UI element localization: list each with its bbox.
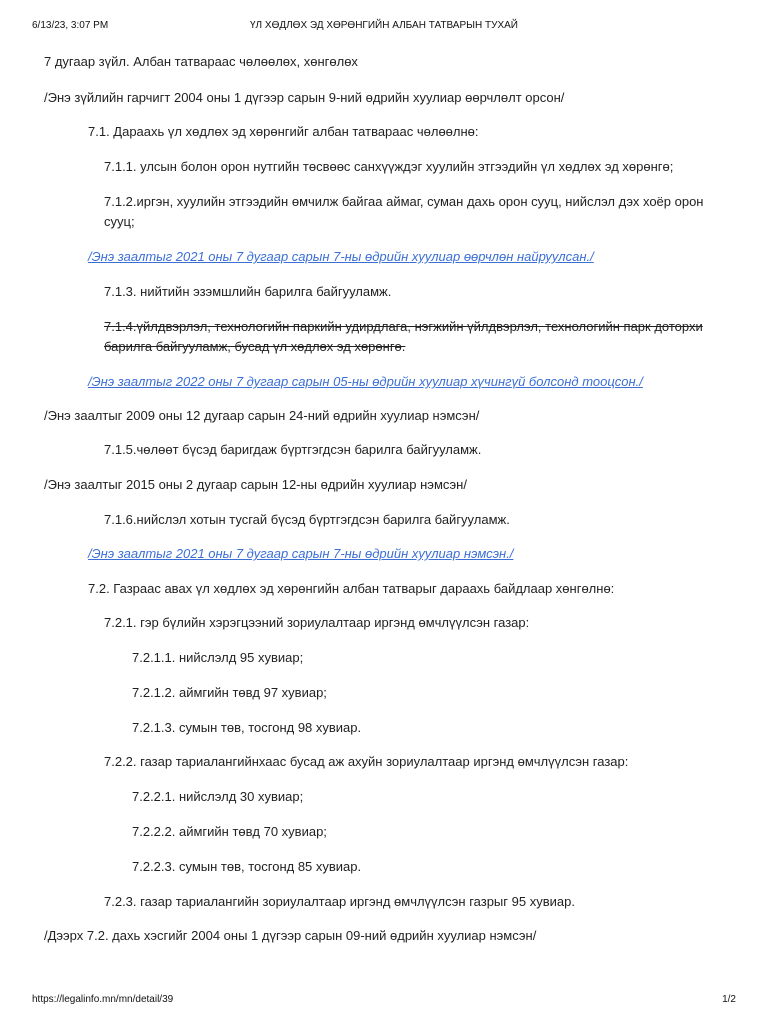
clause-7-2-2-2: 7.2.2.2. аймгийн төвд 70 хувиар; bbox=[132, 824, 327, 839]
clause-7-2-3: 7.2.3. газар тариалангийн зориулалтаар иргэнд өмчлүүлсэн газрыг 95 хувиар. bbox=[104, 894, 575, 909]
clause-7-2: 7.2. Газраас авах үл хөдлөх эд хөрөнгийн албан татварыг дараахь байдлаар хөнгөлнө: bbox=[88, 581, 615, 596]
clause-7-1-2: 7.1.2.иргэн, хуулийн этгээдийн өмчилж байгаа аймаг, суман дахь орон сууц, нийслэл дэх хоёр орон сууц; bbox=[104, 194, 704, 229]
print-datetime: 6/13/23, 3:07 PM bbox=[32, 20, 109, 31]
amendment-link-2021-added[interactable]: /Энэ заалтыг 2021 оны 7 дугаар сарын 7-ны өдрийн хуулиар нэмсэн./ bbox=[88, 546, 514, 561]
page-number: 1/2 bbox=[722, 994, 736, 1005]
amendment-link-2021-revised[interactable]: /Энэ заалтыг 2021 оны 7 дугаар сарын 7-ны өдрийн хуулиар өөрчлөн найруулсан./ bbox=[88, 249, 594, 264]
clause-7-2-2-3: 7.2.2.3. сумын төв, тосгонд 85 хувиар. bbox=[132, 859, 362, 874]
amendment-note-2009: /Энэ заалтыг 2009 оны 12 дугаар сарын 24-ний өдрийн хуулиар нэмсэн/ bbox=[44, 408, 480, 423]
amendment-link-2022-repealed[interactable]: /Энэ заалтыг 2022 оны 7 дугаар сарын 05-ны өдрийн хуулиар хүчингүй болсонд тооцсон./ bbox=[88, 374, 643, 389]
clause-7-1-3: 7.1.3. нийтийн эзэмшлийн барилга байгууламж. bbox=[104, 284, 392, 299]
amendment-note-2004: /Дээрх 7.2. дахь хэсгийг 2004 оны 1 дүгээр сарын 09-ний өдрийн хуулиар нэмсэн/ bbox=[44, 928, 537, 943]
clause-7-2-2: 7.2.2. газар тариалангийнхаас бусад аж ахуйн зориулалтаар иргэнд өмчлүүлсэн газар: bbox=[104, 754, 629, 769]
clause-7-2-2-1: 7.2.2.1. нийслэлд 30 хувиар; bbox=[132, 789, 304, 804]
amendment-note: /Энэ зүйлийн гарчигт 2004 оны 1 дүгээр сарын 9-ний өдрийн хуулиар өөрчлөлт орсон/ bbox=[44, 90, 565, 105]
source-url: https://legalinfo.mn/mn/detail/39 bbox=[32, 994, 174, 1005]
clause-7-1-1: 7.1.1. улсын болон орон нутгийн төсвөөс санхүүждэг хуулийн этгээдийн үл хөдлөх эд хөрөнгө; bbox=[104, 159, 674, 174]
document-title: ҮЛ ХӨДЛӨХ ЭД ХӨРӨНГИЙН АЛБАН ТАТВАРЫН ТУХАЙ bbox=[250, 20, 518, 31]
clause-7-1-5: 7.1.5.чөлөөт бүсэд баригдаж бүртгэгдсэн барилга байгууламж. bbox=[104, 442, 482, 457]
amendment-note-2015: /Энэ заалтыг 2015 оны 2 дугаар сарын 12-ны өдрийн хуулиар нэмсэн/ bbox=[44, 477, 467, 492]
clause-7-2-1: 7.2.1. гэр бүлийн хэрэгцээний зориулалтаар иргэнд өмчлүүлсэн газар: bbox=[104, 615, 530, 630]
clause-7-2-1-3: 7.2.1.3. сумын төв, тосгонд 98 хувиар. bbox=[132, 720, 362, 735]
clause-7-1-6: 7.1.6.нийслэл хотын тусгай бүсэд бүртгэгдсэн барилга байгууламж. bbox=[104, 512, 510, 527]
clause-7-1: 7.1. Дараахь үл хөдлөх эд хөрөнгийг албан татвараас чөлөөлнө: bbox=[88, 124, 479, 139]
clause-7-2-1-2: 7.2.1.2. аймгийн төвд 97 хувиар; bbox=[132, 685, 327, 700]
clause-7-1-4-repealed: 7.1.4.үйлдвэрлэл, технологийн паркийн удирдлага, нэгжийн үйлдвэрлэл, технологийн парк доторхи барилга байгууламж, бусад үл хөдлөх эд хөрөнгө. bbox=[104, 319, 703, 354]
clause-7-2-1-1: 7.2.1.1. нийслэлд 95 хувиар; bbox=[132, 650, 304, 665]
article-heading: 7 дугаар зүйл. Албан татвараас чөлөөлөх, хөнгөлөх bbox=[44, 54, 358, 69]
